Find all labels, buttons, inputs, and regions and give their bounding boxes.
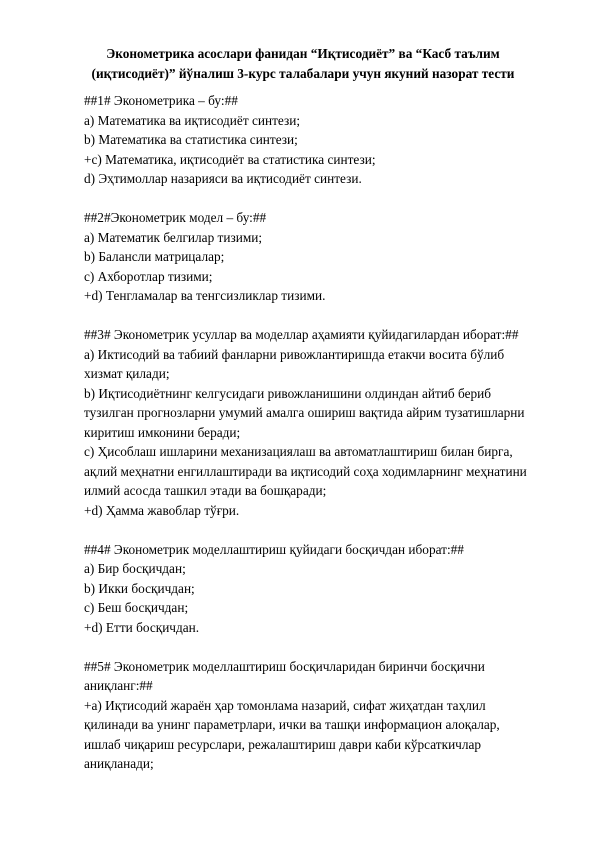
answer-option: b) Балансли матрицалар; <box>84 249 225 264</box>
answer-option: b) Иқтисодиётнинг келгусидаги ривожланишини олдиндан айтиб бериб тузилган прогнозларни умумий амалга ошириш вақтида айрим тузатишларни киритиш имконини беради; <box>84 385 525 440</box>
question-text: ##4# Эконометрик моделлаштириш қуйидаги босқичдан иборат:## <box>84 541 464 557</box>
answer-option: a) Математик белгилар тизими; <box>84 229 263 245</box>
answer-option-correct: +d) Етти босқичдан. <box>84 619 200 635</box>
title-line-2: (иқтисодиёт)” йўналиш 3-курс талабалари учун якуний назорат тести <box>91 65 515 81</box>
document-title <box>70 44 536 83</box>
answer-option-correct: +d) Ҳамма жавоблар тўғри. <box>84 502 240 518</box>
title-line-1: Эконометрика асослари фанидан “Иқтисодиёт” ва “Касб таълим <box>106 46 500 61</box>
question-text: ##3# Эконометрик усуллар ва моделлар аҳамияти қуйидагилардан иборат:## <box>84 327 519 342</box>
answer-option: b) Икки босқичдан; <box>84 580 195 596</box>
question-text: ##2#Эконометрик модел – бу:## <box>84 210 267 225</box>
answer-option: a) Математика ва иқтисодиёт синтези; <box>84 112 301 128</box>
answer-option: a) Бир босқичдан; <box>84 561 186 576</box>
paragraph-gap <box>84 306 528 326</box>
question-block-4 <box>84 540 528 638</box>
paragraph-gap <box>84 189 528 209</box>
answer-option-correct: +c) Математика, иқтисодиёт ва статистика синтези; <box>84 151 376 167</box>
answer-option: a) Иктисодий ва табиий фанларни ривожлантиришда етакчи восита бўлиб хизмат қилади; <box>84 346 505 381</box>
answer-option-correct: +a) Иқтисодий жараён ҳар томонлама назарий, сифат жиҳатдан таҳлил қилинади ва унинг параметрлари, ички ва ташқи информацион алоқалар, ишлаб чиқариш ресурслари, режалаштириш даври каби кўрсаткичлар аниқланади; <box>84 697 500 771</box>
document-body <box>84 91 528 774</box>
question-text: ##1# Эконометрика – бу:## <box>84 93 238 108</box>
question-block-5 <box>84 657 528 774</box>
paragraph-gap <box>84 520 528 540</box>
answer-option: c) Ахборотлар тизими; <box>84 268 213 284</box>
question-block-3 <box>84 325 528 520</box>
answer-option: c) Беш босқичдан; <box>84 600 189 615</box>
answer-option-correct: +d) Тенгламалар ва тенгсизликлар тизими. <box>84 288 326 303</box>
answer-option: c) Ҳисоблаш ишларини механизациялаш ва автоматлаштириш билан бирга, ақлий меҳнатни енгиллаштиради ва иқтисодий соҳа ходимларнинг меҳнатини илмий асосда ташкил этади ва бошқаради; <box>84 444 527 498</box>
paragraph-gap <box>84 637 528 657</box>
answer-option: b) Математика ва статистика синтези; <box>84 132 298 147</box>
question-block-2 <box>84 208 528 306</box>
question-text: ##5# Эконометрик моделлаштириш босқичларидан биринчи босқични аниқланг:## <box>84 658 485 693</box>
answer-option: d) Эҳтимоллар назарияси ва иқтисодиёт синтези. <box>84 171 362 186</box>
question-block-1 <box>84 91 528 189</box>
